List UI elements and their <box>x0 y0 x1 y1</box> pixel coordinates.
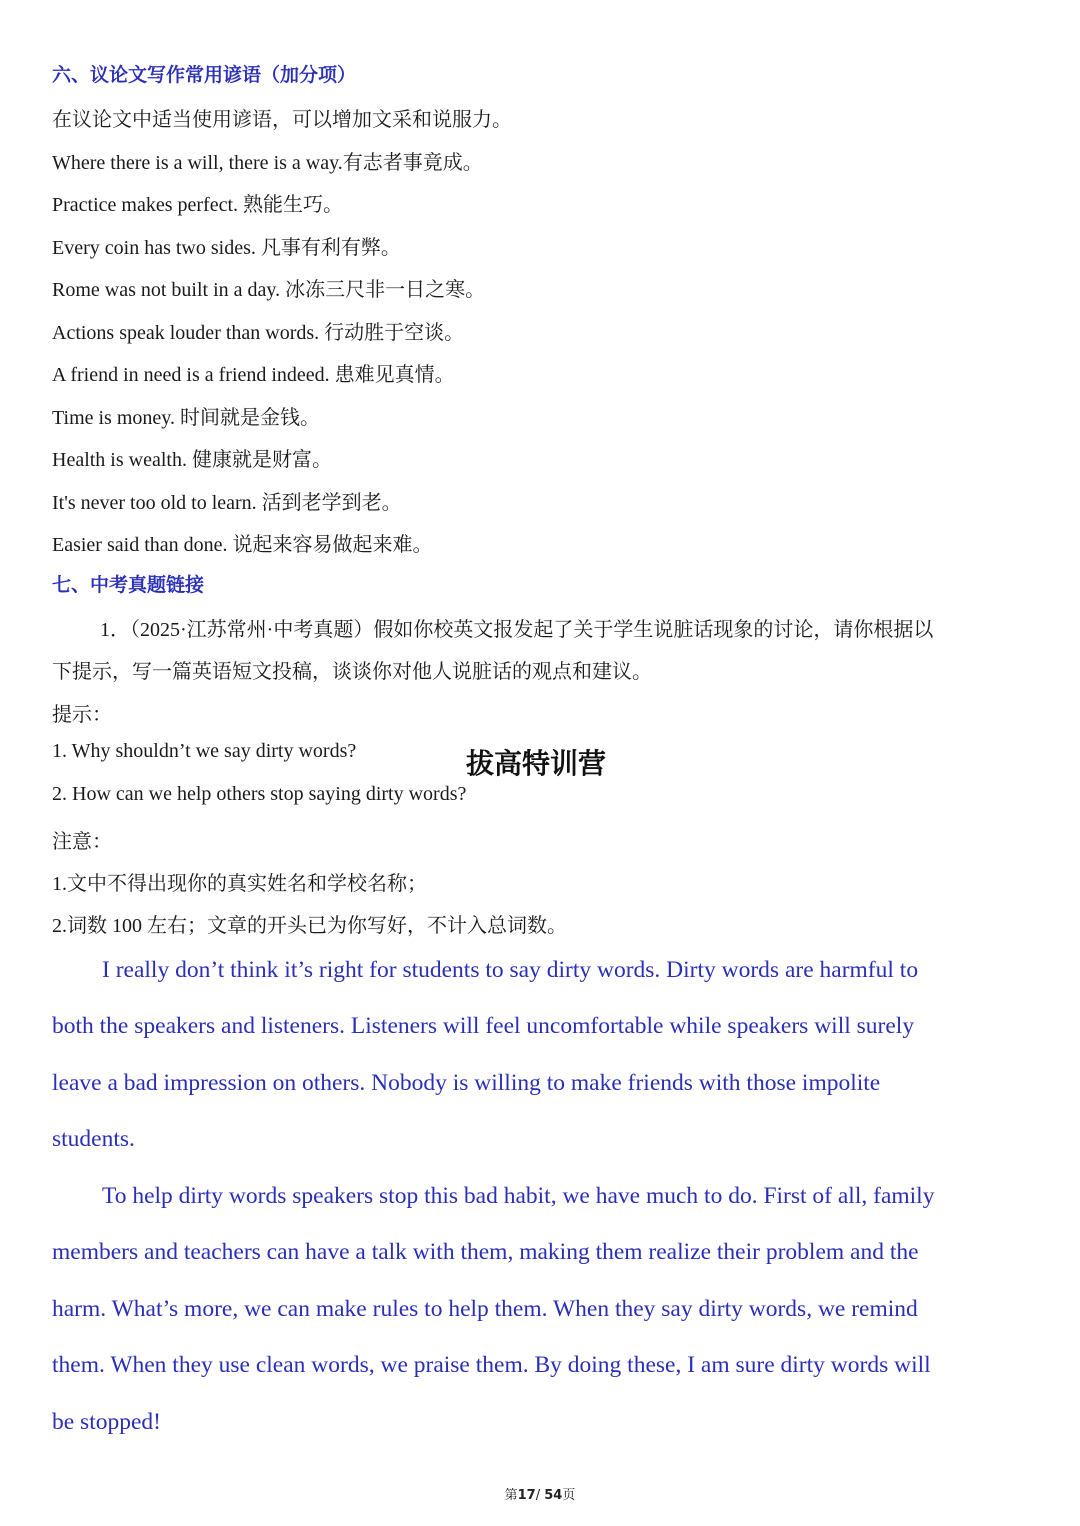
proverb-line: Rome was not built in a day. 冰冻三尺非一日之寒。 <box>52 279 486 301</box>
section-7-heading: 七、中考真题链接 <box>52 574 205 596</box>
note-label: 注意： <box>52 831 112 853</box>
hint-item: 2. How can we help others stop saying dirty words? <box>52 783 467 805</box>
essay-line: To help dirty words speakers stop this bad habit, we have much to do. First of all, family <box>102 1183 935 1209</box>
essay-line: both the speakers and listeners. Listeners will feel uncomfortable while speakers will surely <box>52 1013 915 1039</box>
proverb-line: Time is money. 时间就是金钱。 <box>52 407 320 429</box>
section-6-heading: 六、议论文写作常用谚语（加分项） <box>52 64 357 86</box>
proverb-line: Every coin has two sides. 凡事有利有弊。 <box>52 237 401 259</box>
essay-line: harm. What’s more, we can make rules to help them. When they say dirty words, we remind <box>52 1296 918 1322</box>
watermark-text: 拔高特训营 <box>466 747 607 780</box>
essay-line: them. When they use clean words, we praise them. By doing these, I am sure dirty words will <box>52 1352 931 1378</box>
essay-line: I really don’t think it’s right for students to say dirty words. Dirty words are harmful to <box>102 957 919 983</box>
note-item: 2.词数 100 左右；文章的开头已为你写好，不计入总词数。 <box>52 915 567 937</box>
question-text-line-1: 1．（2025·江苏常州·中考真题）假如你校英文报发起了关于学生说脏话现象的讨论，请你根据以 <box>100 619 934 641</box>
proverb-line: Actions speak louder than words. 行动胜于空谈。 <box>52 322 465 344</box>
page-prefix: 第 <box>504 1488 518 1503</box>
essay-line: be stopped! <box>52 1409 161 1435</box>
page-current: 17 <box>517 1488 536 1503</box>
proverb-line: Easier said than done. 说起来容易做起来难。 <box>52 534 433 556</box>
proverb-line: A friend in need is a friend indeed. 患难见真情。 <box>52 364 455 386</box>
page-total: 54 <box>544 1488 563 1503</box>
page-number <box>0 1484 1080 1503</box>
hint-item: 1. Why shouldn’t we say dirty words? <box>52 740 357 762</box>
essay-line: leave a bad impression on others. Nobody is willing to make friends with those impolite <box>52 1070 881 1096</box>
essay-line: members and teachers can have a talk with them, making them realize their problem and the <box>52 1239 919 1265</box>
proverb-line: Health is wealth. 健康就是财富。 <box>52 449 332 471</box>
proverb-line: Practice makes perfect. 熟能生巧。 <box>52 194 344 216</box>
essay-line: students. <box>52 1126 135 1152</box>
page-separator: / <box>535 1488 545 1503</box>
question-text-line-2: 下提示，写一篇英语短文投稿，谈谈你对他人说脏话的观点和建议。 <box>52 661 652 683</box>
hint-label: 提示： <box>52 704 112 726</box>
page-suffix: 页 <box>562 1488 576 1503</box>
proverb-line: Where there is a will, there is a way.有志者事竟成。 <box>52 152 483 174</box>
section-6-intro: 在议论文中适当使用谚语，可以增加文采和说服力。 <box>52 109 512 131</box>
note-item: 1.文中不得出现你的真实姓名和学校名称； <box>52 873 427 895</box>
proverb-line: It's never too old to learn. 活到老学到老。 <box>52 492 402 514</box>
